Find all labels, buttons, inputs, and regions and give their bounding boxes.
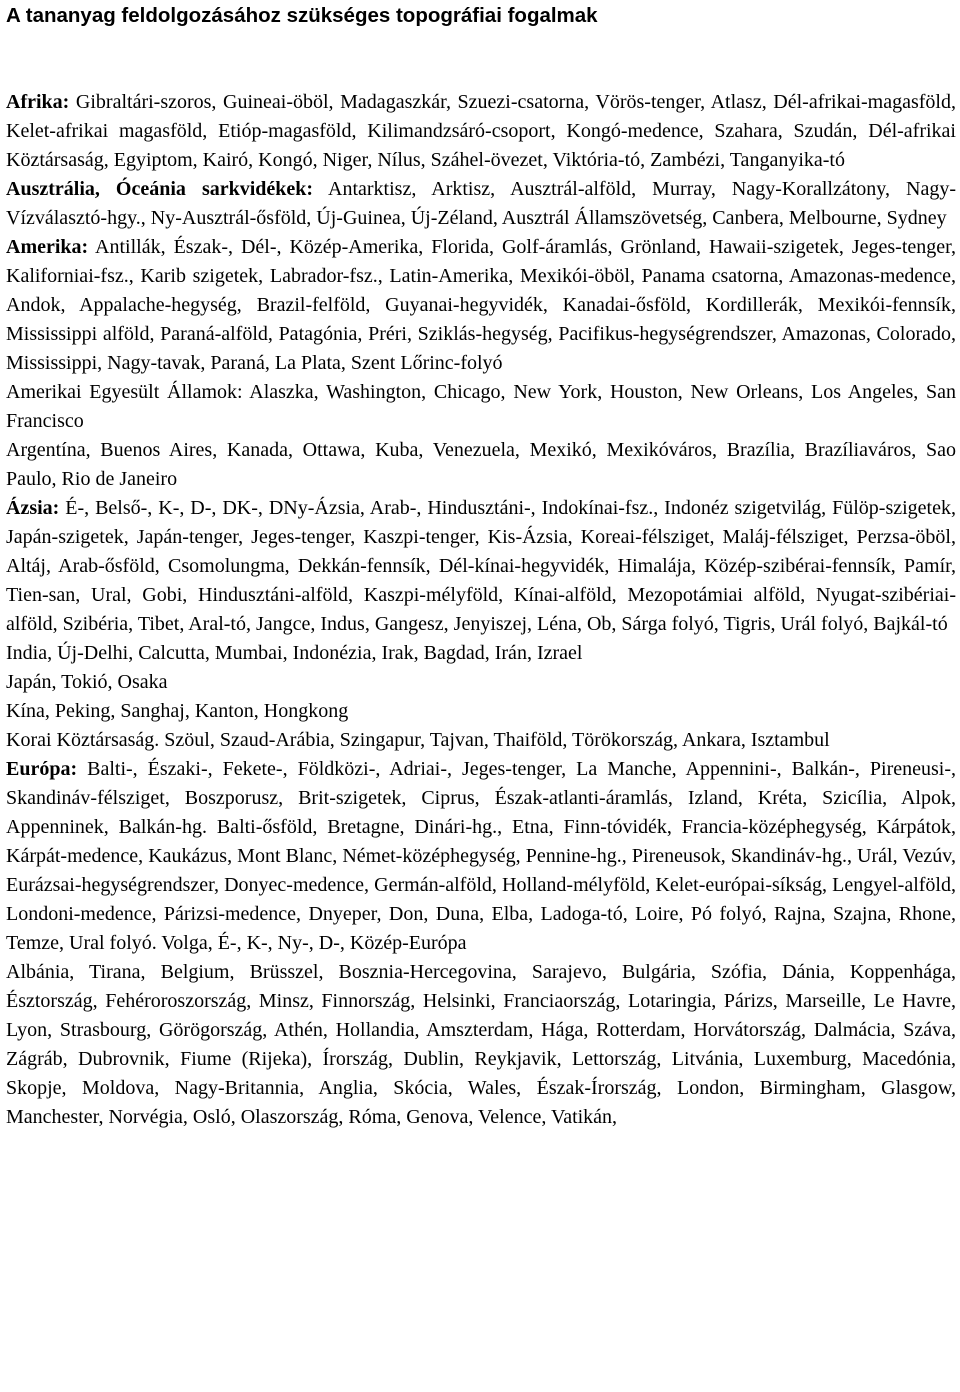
- paragraph-text: Albánia, Tirana, Belgium, Brüsszel, Bosznia-Hercegovina, Sarajevo, Bulgária, Szófia, Dánia, Koppenhága, Észtország, Fehéroroszország, Minsz, Finnország, Helsinki, Franciaország, Lotaringia, Párizs, Marseille, Le Havre, Lyon, Strasbourg, Görögország, Athén, Hollandia, Amszterdam, Hága, Rotterdam, Horvátország, Dalmácia, Száva, Zágráb, Dubrovnik, Fiume (Rijeka), Írország, Dublin, Reykjavik, Lettország, Litvánia, Luxemburg, Macedónia, Skopje, Moldova, Nagy-Britannia, Anglia, Skócia, Wales, Észak-Írország, London, Birmingham, Glasgow, Manchester, Norvégia, Osló, Olaszország, Róma, Genova, Velence, Vatikán,: [6, 961, 956, 1128]
- document-page: [6, 4, 956, 1132]
- document-body: [6, 88, 956, 1132]
- paragraph-text: Antillák, Észak-, Dél-, Közép-Amerika, Florida, Golf-áramlás, Grönland, Hawaii-szigetek, Jeges-tenger, Kaliforniai-fsz., Karib szigetek, Labrador-fsz., Latin-Amerika, Mexikói-öböl, Panama csatorna, Amazonas-medence, Andok, Appalache-hegység, Brazil-felföld, Guyanai-hegyvidék, Kanadai-ősföld, Kordillerák, Mexikói-fennsík, Mississippi alföld, Paraná-alföld, Patagónia, Préri, Sziklás-hegység, Pacifikus-hegységrendszer, Amazonas, Colorado, Mississippi, Nagy-tavak, Paraná, La Plata, Szent Lőrinc-folyó: [6, 236, 956, 374]
- paragraph-usa: [6, 378, 956, 436]
- paragraph-azsia: [6, 494, 956, 639]
- paragraph-text: Japán, Tokió, Osaka: [6, 671, 168, 693]
- region-heading: Amerika:: [6, 236, 89, 258]
- paragraph-kina: [6, 697, 956, 726]
- paragraph-text: Balti-, Északi-, Fekete-, Földközi-, Adriai-, Jeges-tenger, La Manche, Appennini-, Balkán-, Pireneusi-, Skandináv-félsziget, Boszporusz, Brit-szigetek, Ciprus, Észak-atlanti-áramlás, Izland, Kréta, Szicília, Alpok, Appenninek, Balkán-hg. Balti-ősföld, Bretagne, Dinári-hg., Etna, Finn-tóvidék, Francia-középhegység, Kárpátok, Kárpát-medence, Kaukázus, Mont Blanc, Német-középhegység, Pennine-hg., Pireneusok, Skandináv-hg., Urál, Vezúv, Eurázsai-hegységrendszer, Donyec-medence, Germán-alföld, Holland-mélyföld, Kelet-európai-síkság, Lengyel-alföld, Londoni-medence, Párizsi-medence, Dnyeper, Don, Duna, Elba, Ladoga-tó, Loire, Pó folyó, Rajna, Szajna, Rhone, Temze, Ural folyó. Volga, É-, K-, Ny-, D-, Közép-Európa: [6, 758, 956, 954]
- region-heading: Afrika:: [6, 91, 70, 113]
- paragraph-text: Amerikai Egyesült Államok: Alaszka, Washington, Chicago, New York, Houston, New Orleans, Los Angeles, San Francisco: [6, 381, 956, 432]
- region-heading: Európa:: [6, 758, 78, 780]
- paragraph-amerika: [6, 233, 956, 378]
- paragraph-europe-countries: [6, 958, 956, 1132]
- paragraph-afrika: [6, 88, 956, 175]
- paragraph-japan: [6, 668, 956, 697]
- paragraph-text: É-, Belső-, K-, D-, DK-, DNy-Ázsia, Arab-, Hindusztáni-, Indokínai-fsz., Indonéz szigetvilág, Fülöp-szigetek, Japán-szigetek, Japán-tenger, Jeges-tenger, Kaszpi-tenger, Kis-Ázsia, Koreai-félsziget, Maláj-félsziget, Perzsa-öböl, Altáj, Arab-ősföld, Csomolungma, Dekkán-fennsík, Dél-kínai-hegyvidék, Himalája, Közép-szibérai-fennsík, Pamír, Tien-san, Ural, Gobi, Hindusztáni-alföld, Kaszpi-mélyföld, Kínai-alföld, Mezopotámiai alföld, Nyugat-szibériai-alföld, Szibéria, Tibet, Aral-tó, Jangce, Indus, Gangesz, Jenyiszej, Léna, Ob, Sárga folyó, Tigris, Urál folyó, Bajkál-tó: [6, 497, 956, 635]
- region-heading: Ausztrália, Óceánia sarkvidékek:: [6, 178, 314, 200]
- paragraph-ausztralia: [6, 175, 956, 233]
- paragraph-text: Argentína, Buenos Aires, Kanada, Ottawa, Kuba, Venezuela, Mexikó, Mexikóváros, Brazília, Brazíliaváros, Sao Paulo, Rio de Janeiro: [6, 439, 956, 490]
- paragraph-text: Gibraltári-szoros, Guineai-öböl, Madagaszkár, Szuezi-csatorna, Vörös-tenger, Atlasz, Dél-afrikai-magasföld, Kelet-afrikai magasföld, Etióp-magasföld, Kilimandzsáró-csoport, Kongó-medence, Szahara, Szudán, Dél-afrikai Köztársaság, Egyiptom, Kairó, Kongó, Niger, Nílus, Száhel-övezet, Viktória-tó, Zambézi, Tanganyika-tó: [6, 91, 956, 171]
- paragraph-text: Antarktisz, Arktisz, Ausztrál-alföld, Murray, Nagy-Korallzátony, Nagy-Vízválasztó-hgy., Ny-Ausztrál-ősföld, Új-Guinea, Új-Zéland, Ausztrál Államszövetség, Canbera, Melbourne, Sydney: [6, 178, 956, 229]
- page-title: A tananyag feldolgozásához szükséges topográfiai fogalmak: [6, 4, 598, 27]
- paragraph-europa: [6, 755, 956, 958]
- paragraph-text: Kína, Peking, Sanghaj, Kanton, Hongkong: [6, 700, 349, 722]
- paragraph-text: Korai Köztársaság. Szöul, Szaud-Arábia, Szingapur, Tajvan, Thaiföld, Törökország, Ankara, Isztambul: [6, 729, 830, 751]
- paragraph-latin-america: [6, 436, 956, 494]
- region-heading: Ázsia:: [6, 497, 60, 519]
- paragraph-korea: [6, 726, 956, 755]
- paragraph-text: India, Új-Delhi, Calcutta, Mumbai, Indonézia, Irak, Bagdad, Irán, Izrael: [6, 642, 583, 664]
- paragraph-india: [6, 639, 956, 668]
